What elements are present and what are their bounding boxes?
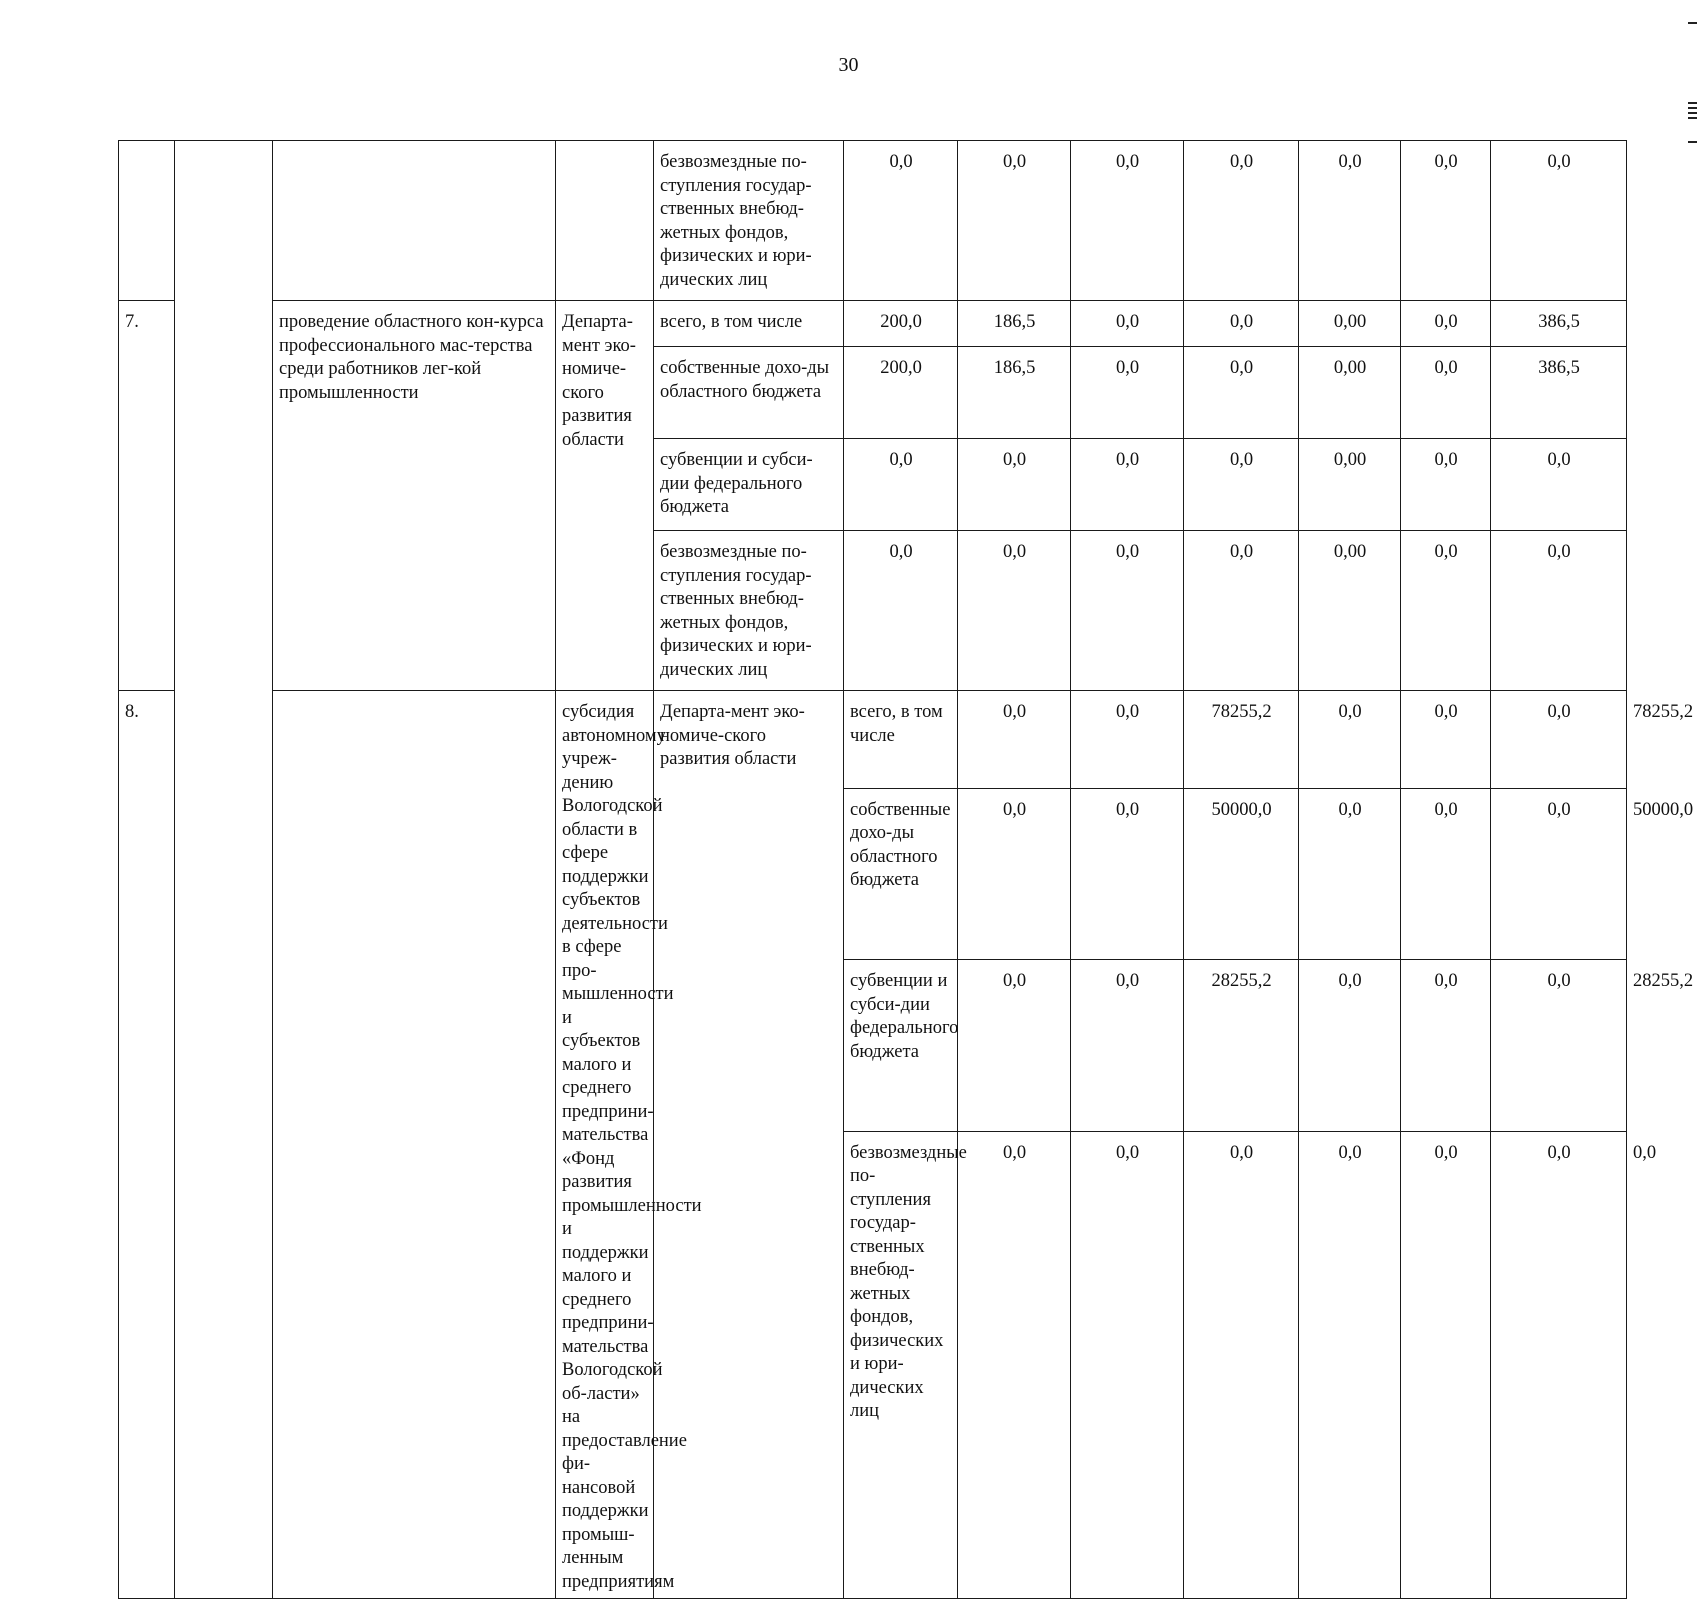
value-cell: 0,0 — [1491, 960, 1627, 1132]
value-cell: 0,0 — [1491, 1131, 1627, 1598]
value-cell: 0,0 — [1401, 347, 1491, 439]
item-number: 7. — [119, 301, 175, 691]
value-cell: 0,0 — [1071, 1131, 1184, 1598]
source-cell: безвозмездные по-ступления государ-ственных внебюд-жетных фондов, физических и юри-дических лиц — [654, 141, 844, 301]
value-cell: 0,0 — [1491, 788, 1627, 960]
table-row: безвозмездные по-ступления государ-ственных внебюд-жетных фондов, физических и юри-дических лиц 0,0 0,0 0,0 0,0 0,0 0,0 0,0 — [119, 1131, 1627, 1598]
value-cell: 0,00 — [1299, 347, 1401, 439]
value-cell: 0,0 — [958, 691, 1071, 789]
edge-mark — [1688, 141, 1697, 143]
edge-mark — [1688, 102, 1697, 104]
source-cell: собственные дохо-ды областного бюджета — [654, 347, 844, 439]
value-cell: 0,0 — [1299, 1131, 1401, 1598]
value-cell: 0,00 — [1299, 531, 1401, 691]
value-cell: 0,0 — [1071, 141, 1184, 301]
value-cell: 0,0 — [958, 788, 1071, 960]
value-cell: 0,0 — [1071, 691, 1184, 789]
value-cell: 0,0 — [1401, 691, 1491, 789]
value-cell: 0,0 — [1071, 347, 1184, 439]
value-cell: 0,0 — [844, 439, 958, 531]
edge-mark — [1688, 112, 1697, 114]
item-title: субсидия автономному учреж-дению Вологодской области в сфере поддержки субъектов деятельности в сфере про-мышленности и субъектов малого и среднего предприни-мательства «Фонд развития промышленности и поддержки малого и среднего предприни-мательства Вологодской об-ласти» на предоставление фи-нансовой поддержки промыш-ленным предприятиям — [556, 691, 654, 1599]
value-cell: 0,0 — [958, 531, 1071, 691]
value-cell: 0,0 — [1071, 960, 1184, 1132]
table-row: 8. субсидия автономному учреж-дению Вологодской области в сфере поддержки субъектов деятельности в сфере про-мышленности и субъектов малого и среднего предприни-мательства «Фонд развития промышленности и поддержки малого и среднего предприни-мательства Вологодской об-ласти» на предоставление фи-нансовой поддержки промыш-ленным предприятиям Департа-мент эко-номиче-ского развития области всего, в том числе 0,0 0,0 78255,2 0,0 0,0 0,0 78255,2 — [119, 691, 1627, 789]
number-cell — [119, 141, 175, 301]
value-cell: 0,0 — [1184, 531, 1299, 691]
source-cell: субвенции и субси-дии федерального бюджета — [654, 439, 844, 531]
table-row — [119, 301, 1627, 347]
item-executor: Департа-мент эко-номиче-ского развития области — [654, 691, 844, 1599]
blank-cell — [273, 691, 556, 1599]
value-cell: 0,0 — [1184, 439, 1299, 531]
value-cell: 0,0 — [1071, 301, 1184, 347]
value-cell: 386,5 — [1491, 347, 1627, 439]
source-cell: всего, в том числе — [844, 691, 958, 789]
source-cell: всего, в том числе — [654, 301, 844, 347]
value-cell: 0,0 — [1401, 301, 1491, 347]
source-cell: безвозмездные по-ступления государ-ственных внебюд-жетных фондов, физических и юри-дических лиц — [844, 1131, 958, 1598]
value-cell: 0,0 — [1491, 531, 1627, 691]
value-cell: 0,0 — [1401, 960, 1491, 1132]
item-executor: Департа-мент эко-номиче-ского развития области — [556, 301, 654, 691]
value-cell: 0,0 — [1401, 141, 1491, 301]
value-cell: 0,0 — [1299, 141, 1401, 301]
value-cell: 0,0 — [1401, 531, 1491, 691]
blank-cell — [175, 141, 273, 1599]
value-cell: 0,0 — [1491, 141, 1627, 301]
item-title: проведение областного кон-курса профессионального мас-терства среди работников лег-кой промышленности — [273, 301, 556, 691]
table-body — [119, 141, 1694, 1599]
value-cell: 0,0 — [1299, 788, 1401, 960]
page-number: 30 — [838, 54, 859, 76]
value-cell: 78255,2 — [1184, 691, 1299, 789]
value-cell: 0,0 — [844, 141, 958, 301]
value-cell: 0,0 — [1491, 439, 1627, 531]
value-cell: 0,00 — [1299, 439, 1401, 531]
value-cell: 0,0 — [1401, 788, 1491, 960]
edge-mark — [1688, 117, 1697, 119]
value-cell: 0,0 — [844, 531, 958, 691]
value-cell: 200,0 — [844, 347, 958, 439]
title-cell — [273, 141, 556, 301]
edge-mark — [1688, 22, 1697, 24]
value-cell: 0,0 — [1299, 691, 1401, 789]
value-cell: 386,5 — [1491, 301, 1627, 347]
value-cell: 0,0 — [1071, 439, 1184, 531]
table-row — [119, 141, 1627, 301]
value-cell: 0,0 — [1401, 1131, 1491, 1598]
value-cell: 0,00 — [1299, 301, 1401, 347]
value-cell: 0,0 — [1184, 347, 1299, 439]
item-number: 8. — [119, 691, 175, 1599]
value-cell: 50000,0 — [1184, 788, 1299, 960]
value-cell: 186,5 — [958, 347, 1071, 439]
table-row: субвенции и субси-дии федерального бюджета 0,0 0,0 28255,2 0,0 0,0 0,0 28255,2 — [119, 960, 1627, 1132]
value-cell: 186,5 — [958, 301, 1071, 347]
value-cell: 0,0 — [958, 1131, 1071, 1598]
value-cell: 0,0 — [1184, 301, 1299, 347]
budget-table — [118, 140, 1694, 1599]
value-cell: 0,0 — [1184, 141, 1299, 301]
value-cell: 200,0 — [844, 301, 958, 347]
value-cell: 0,0 — [1184, 1131, 1299, 1598]
value-cell: 0,0 — [1071, 531, 1184, 691]
edge-mark — [1688, 107, 1697, 109]
value-cell: 28255,2 — [1184, 960, 1299, 1132]
value-cell: 0,0 — [1071, 788, 1184, 960]
value-cell: 0,0 — [958, 960, 1071, 1132]
source-cell: безвозмездные по-ступления государ-ственных внебюд-жетных фондов, физических и юри-дических лиц — [654, 531, 844, 691]
source-cell: субвенции и субси-дии федерального бюджета — [844, 960, 958, 1132]
value-cell: 0,0 — [958, 141, 1071, 301]
value-cell: 0,0 — [958, 439, 1071, 531]
value-cell: 0,0 — [1299, 960, 1401, 1132]
executor-cell — [556, 141, 654, 301]
table-row: собственные дохо-ды областного бюджета 0,0 0,0 50000,0 0,0 0,0 0,0 50000,0 — [119, 788, 1627, 960]
value-cell: 0,0 — [1491, 691, 1627, 789]
source-cell: собственные дохо-ды областного бюджета — [844, 788, 958, 960]
value-cell: 0,0 — [1401, 439, 1491, 531]
